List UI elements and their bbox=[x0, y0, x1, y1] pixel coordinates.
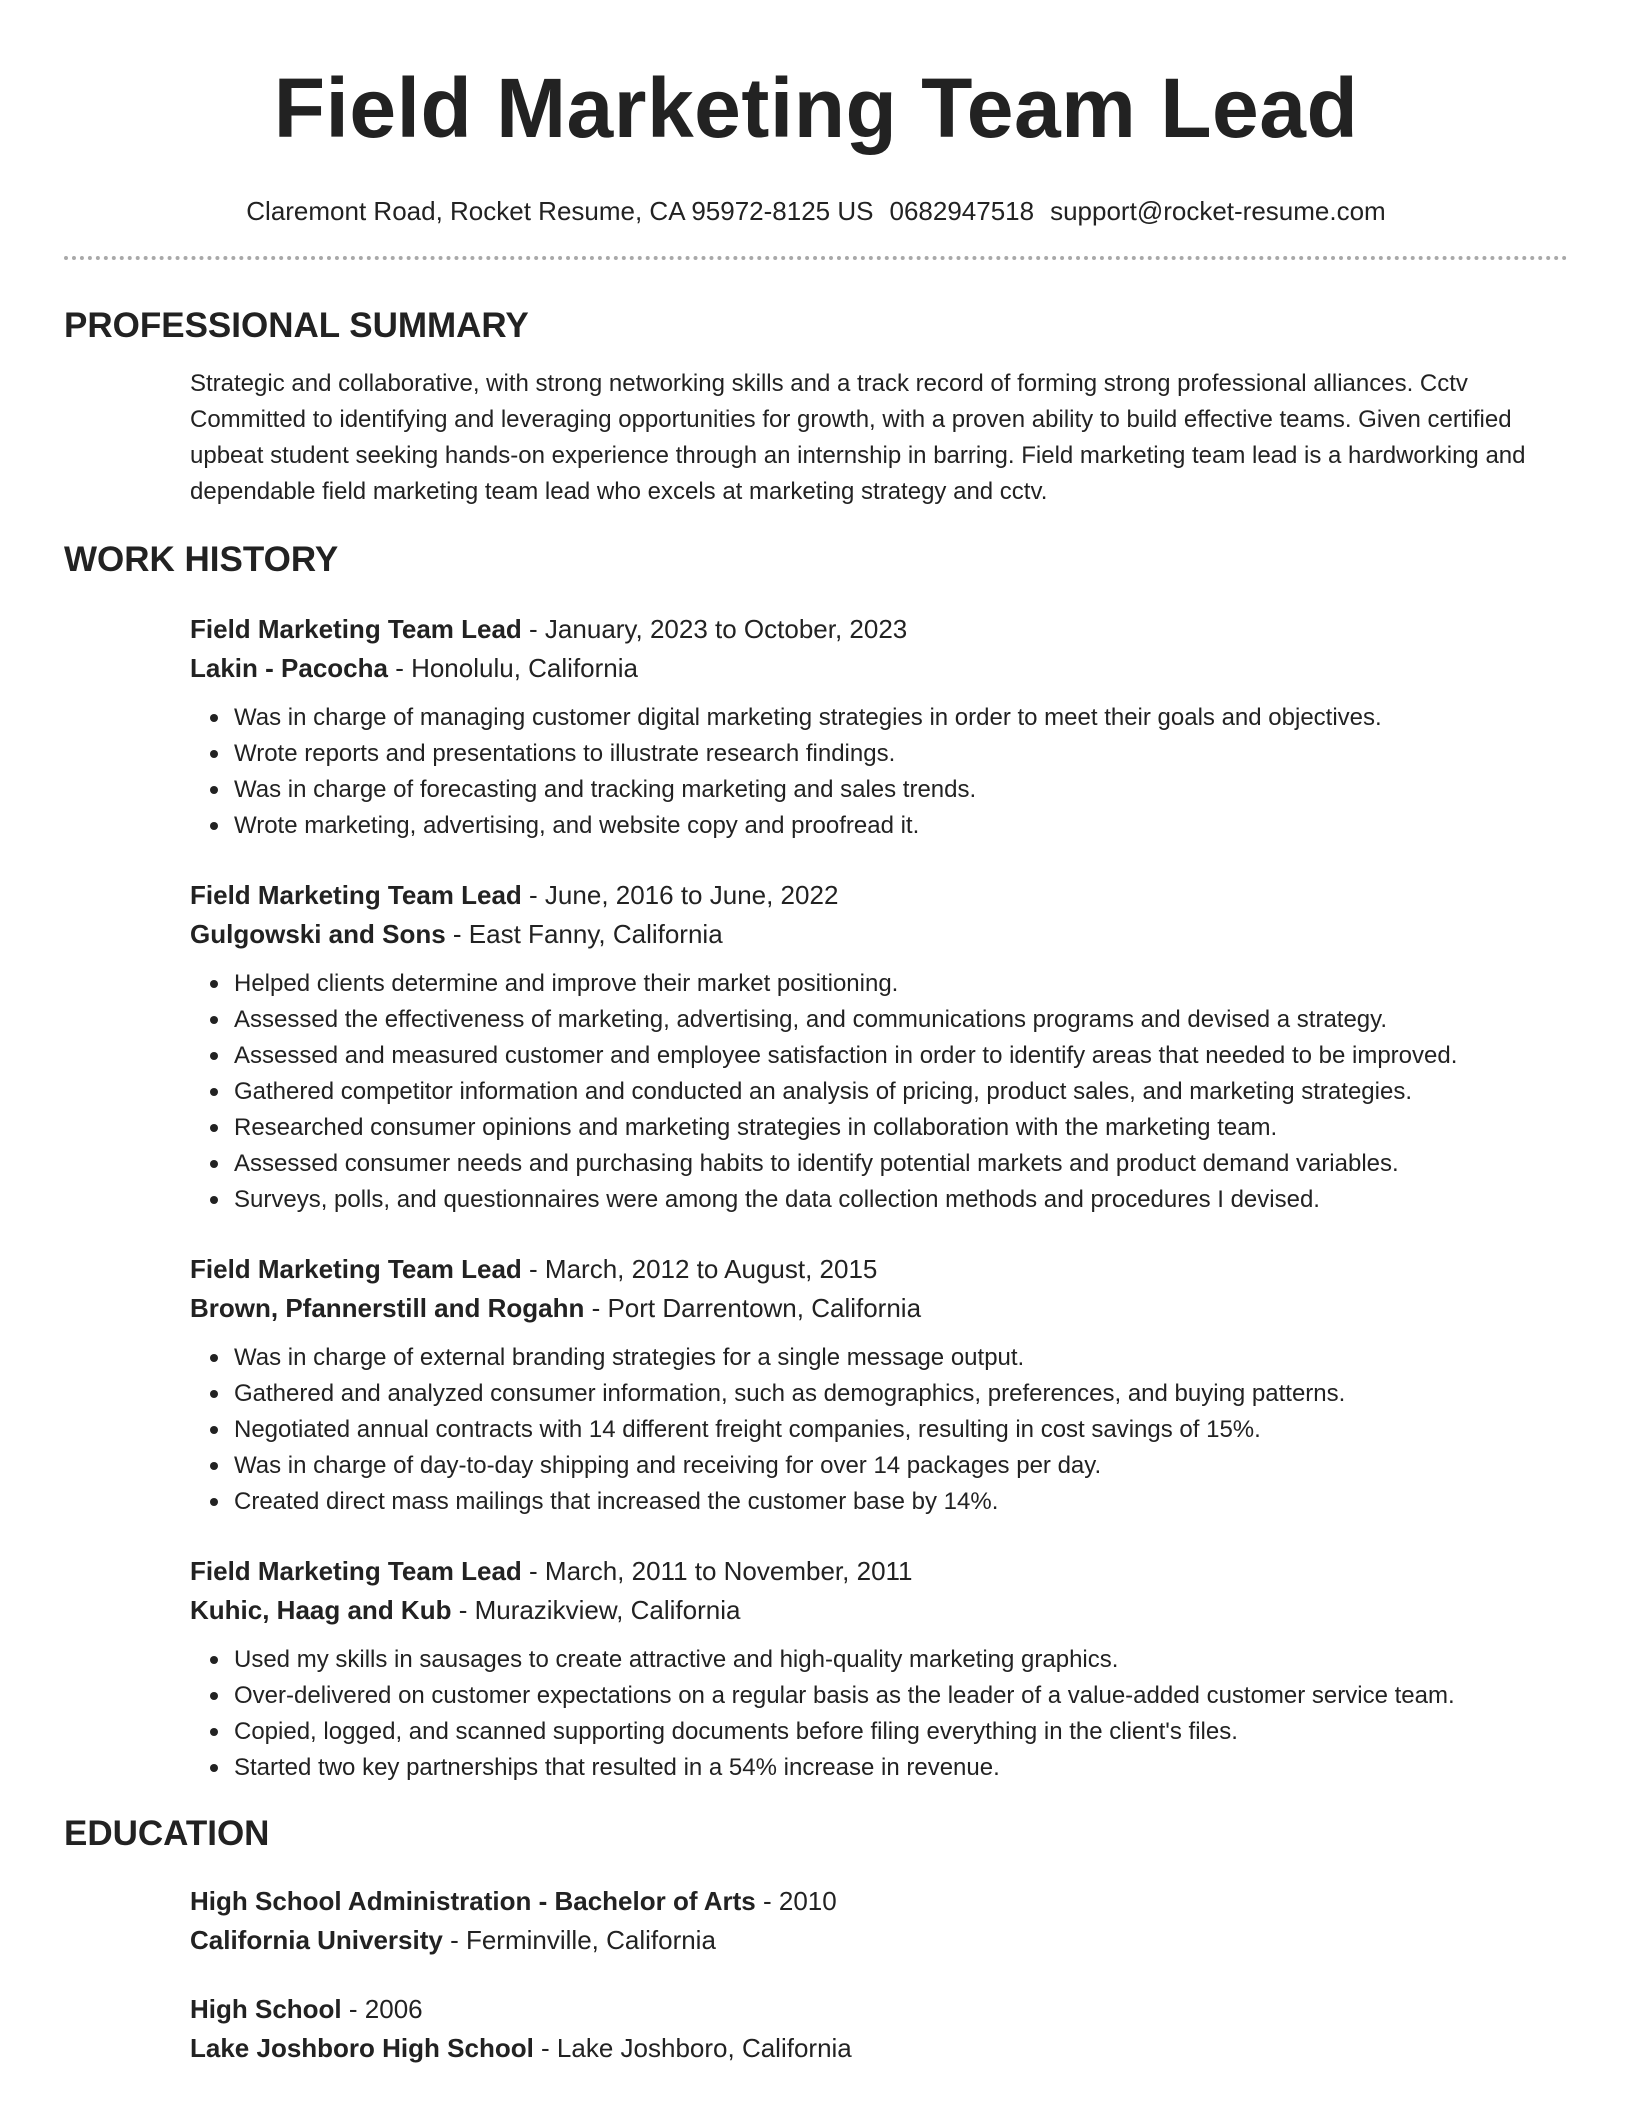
education-section bbox=[64, 1812, 1568, 2068]
resume-name: Field Marketing Team Lead bbox=[273, 61, 1359, 155]
education-year: - 2010 bbox=[755, 1886, 837, 1916]
job-bullets bbox=[190, 1642, 1568, 1786]
job-bullet: Was in charge of external branding strategies for a single message output. bbox=[234, 1340, 1568, 1376]
job-entry bbox=[190, 876, 1568, 1218]
job-bullet: Created direct mass mailings that increased the customer base by 14%. bbox=[234, 1484, 1568, 1520]
job-role: Field Marketing Team Lead bbox=[190, 1556, 522, 1586]
summary-title: PROFESSIONAL SUMMARY bbox=[64, 306, 529, 345]
education-school: Lake Joshboro High School bbox=[190, 2033, 534, 2063]
job-role: Field Marketing Team Lead bbox=[190, 614, 522, 644]
education-title: EDUCATION bbox=[64, 1814, 270, 1853]
job-location: - East Fanny, California bbox=[445, 919, 723, 949]
job-bullet: Assessed consumer needs and purchasing habits to identify potential markets and product demand variables. bbox=[234, 1146, 1568, 1182]
job-company: Brown, Pfannerstill and Rogahn bbox=[190, 1293, 585, 1323]
job-company-line bbox=[190, 1289, 1568, 1328]
job-bullets bbox=[190, 700, 1568, 844]
education-location: - Lake Joshboro, California bbox=[533, 2033, 852, 2063]
job-bullet: Copied, logged, and scanned supporting documents before filing everything in the client's files. bbox=[234, 1714, 1568, 1750]
education-location: - Ferminville, California bbox=[442, 1925, 716, 1955]
education-entry bbox=[190, 1990, 1568, 2068]
job-bullet: Wrote reports and presentations to illustrate research findings. bbox=[234, 736, 1568, 772]
job-entry bbox=[190, 1250, 1568, 1520]
header-divider bbox=[64, 256, 1568, 260]
job-company: Lakin - Pacocha bbox=[190, 653, 388, 683]
education-degree-line bbox=[190, 1882, 1568, 1921]
contact-address: Claremont Road, Rocket Resume, CA 95972-8125 US bbox=[246, 196, 874, 226]
job-bullet: Was in charge of managing customer digital marketing strategies in order to meet their goals and objectives. bbox=[234, 700, 1568, 736]
job-role: Field Marketing Team Lead bbox=[190, 1254, 522, 1284]
education-year: - 2006 bbox=[341, 1994, 423, 2024]
job-bullet: Gathered and analyzed consumer information, such as demographics, preferences, and buying patterns. bbox=[234, 1376, 1568, 1412]
job-bullet: Was in charge of forecasting and tracking marketing and sales trends. bbox=[234, 772, 1568, 808]
job-title-line bbox=[190, 876, 1568, 915]
job-location: - Murazikview, California bbox=[451, 1595, 741, 1625]
job-bullet: Started two key partnerships that resulted in a 54% increase in revenue. bbox=[234, 1750, 1568, 1786]
job-bullet: Used my skills in sausages to create attractive and high-quality marketing graphics. bbox=[234, 1642, 1568, 1678]
job-bullet: Surveys, polls, and questionnaires were among the data collection methods and procedures I devised. bbox=[234, 1182, 1568, 1218]
job-company-line bbox=[190, 915, 1568, 954]
job-bullet: Negotiated annual contracts with 14 different freight companies, resulting in cost savings of 15%. bbox=[234, 1412, 1568, 1448]
job-company: Gulgowski and Sons bbox=[190, 919, 446, 949]
job-entry bbox=[190, 1552, 1568, 1786]
job-location: - Honolulu, California bbox=[387, 653, 638, 683]
job-bullet: Was in charge of day-to-day shipping and receiving for over 14 packages per day. bbox=[234, 1448, 1568, 1484]
job-dates: - June, 2016 to June, 2022 bbox=[521, 880, 839, 910]
work-history-section bbox=[64, 538, 1568, 1786]
job-role: Field Marketing Team Lead bbox=[190, 880, 522, 910]
work-history-title: WORK HISTORY bbox=[64, 540, 339, 579]
job-dates: - March, 2011 to November, 2011 bbox=[521, 1556, 913, 1586]
education-entry bbox=[190, 1882, 1568, 1960]
job-title-line bbox=[190, 1552, 1568, 1591]
job-location: - Port Darrentown, California bbox=[584, 1293, 922, 1323]
contact-line bbox=[64, 194, 1568, 228]
job-company: Kuhic, Haag and Kub bbox=[190, 1595, 452, 1625]
job-bullets bbox=[190, 1340, 1568, 1520]
summary-text: Strategic and collaborative, with strong networking skills and a track record of forming strong professional alliances. Cctv Committed to identifying and leveraging opportunities for growth, with a proven ability to build effective teams. Given certified upbeat student seeking hands-on experience through an internship in barring. Field marketing team lead is a hardworking and dependable field marketing team lead who excels at marketing strategy and cctv. bbox=[190, 370, 1526, 505]
job-bullet: Over-delivered on customer expectations on a regular basis as the leader of a value-added customer service team. bbox=[234, 1678, 1568, 1714]
job-bullet: Wrote marketing, advertising, and website copy and proofread it. bbox=[234, 808, 1568, 844]
education-school-line bbox=[190, 2029, 1568, 2068]
job-title-line bbox=[190, 610, 1568, 649]
job-bullet: Helped clients determine and improve their market positioning. bbox=[234, 966, 1568, 1002]
job-dates: - January, 2023 to October, 2023 bbox=[521, 614, 908, 644]
job-bullet: Gathered competitor information and conducted an analysis of pricing, product sales, and marketing strategies. bbox=[234, 1074, 1568, 1110]
summary-section bbox=[64, 304, 1568, 510]
job-title-line bbox=[190, 1250, 1568, 1289]
job-bullet: Assessed the effectiveness of marketing, advertising, and communications programs and devised a strategy. bbox=[234, 1002, 1568, 1038]
contact-email: support@rocket-resume.com bbox=[1050, 196, 1386, 226]
contact-phone: 0682947518 bbox=[889, 196, 1035, 226]
job-bullet: Assessed and measured customer and employee satisfaction in order to identify areas that needed to be improved. bbox=[234, 1038, 1568, 1074]
education-degree: High School bbox=[190, 1994, 342, 2024]
education-school: California University bbox=[190, 1925, 443, 1955]
education-school-line bbox=[190, 1921, 1568, 1960]
job-bullet: Researched consumer opinions and marketing strategies in collaboration with the marketing team. bbox=[234, 1110, 1568, 1146]
job-bullets bbox=[190, 966, 1568, 1218]
education-degree: High School Administration - Bachelor of Arts bbox=[190, 1886, 756, 1916]
job-company-line bbox=[190, 649, 1568, 688]
job-company-line bbox=[190, 1591, 1568, 1630]
job-entry bbox=[190, 610, 1568, 844]
job-dates: - March, 2012 to August, 2015 bbox=[521, 1254, 878, 1284]
education-degree-line bbox=[190, 1990, 1568, 2029]
